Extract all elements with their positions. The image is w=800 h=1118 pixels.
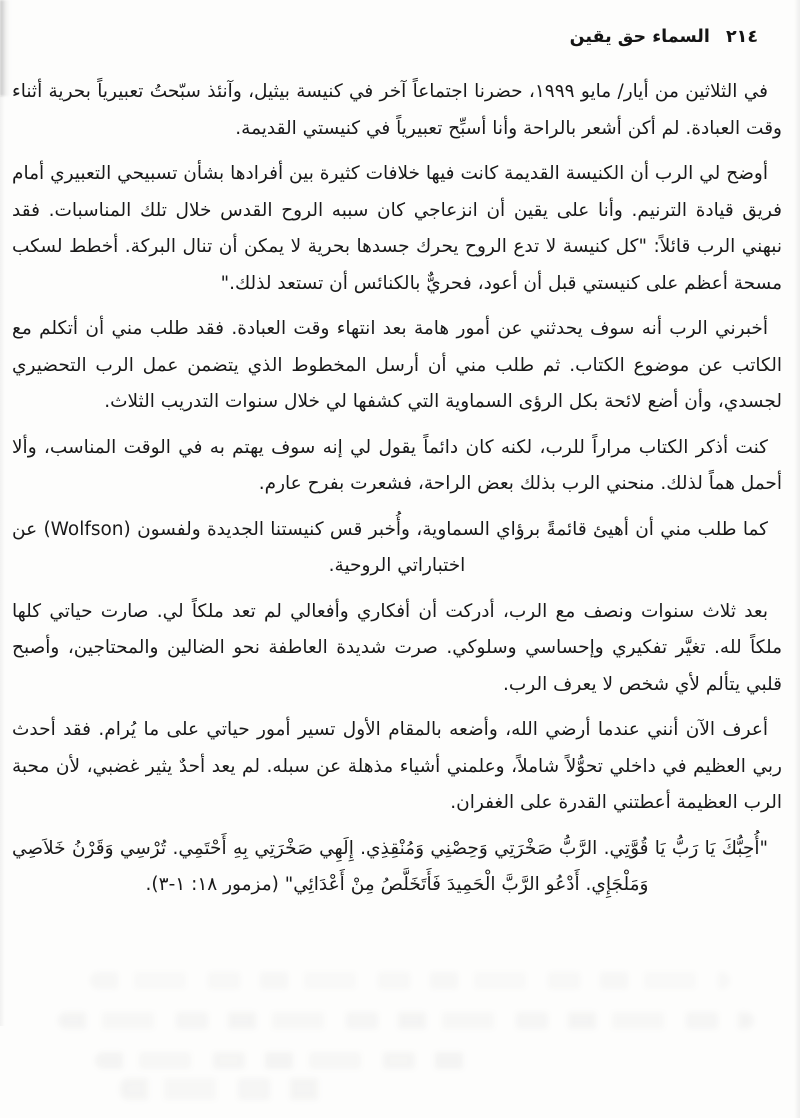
paragraph-1: في الثلاثين من أيار/ مايو ١٩٩٩، حضرنا اجتماعاً آخر في كنيسة بيثيل، وآنئذ سبّحتُ تعبيرياً بحرية أثناء وقت العبادة. لم أكن أشعر بالراحة وأنا أسبِّح تعبيرياً في كنيستي القديمة. <box>12 81 782 139</box>
bleedthrough-line-2 <box>58 1012 754 1029</box>
scan-edge-artifact-left <box>0 96 5 1026</box>
page-header <box>570 27 758 47</box>
paragraph-5-wolfson: كما طلب مني أن أهيئ قائمةً برؤاي السماوية، وأُخبر قس كنيستنا الجديدة ولفسون (Wolfson) عن اختباراتي الروحية. <box>12 518 768 576</box>
body-text <box>12 74 782 913</box>
bleedthrough-line-1 <box>90 972 730 989</box>
paragraph-7: أعرف الآن أنني عندما أرضي الله، وأضعه بالمقام الأول تسير أمور حياتي على ما يُرام. فقد أحدث ربي العظيم في داخلي تحوُّلاً شاملاً، وعلمني أشياء مذهلة عن سبله. لم يعد أحدٌ يثير غضبي، لأن محبة الرب العظيمة أعطتني القدرة على الغفران. <box>12 719 782 813</box>
bleedthrough-line-3 <box>95 1052 470 1069</box>
scan-edge-artifact-top-left <box>0 0 10 96</box>
paragraph-6: بعد ثلاث سنوات ونصف مع الرب، أدركت أن أفكاري وأفعالي لم تعد ملكاً لي. صارت حياتي كلها ملكاً لله. تغيَّر تفكيري وإحساسي وسلوكي. صرت شديدة العاطفة نحو الضالين والمحتاجين، وأصبح قلبي يتألم لأي شخص لا يعرف الرب. <box>12 600 782 695</box>
paragraph-8-psalm-quote: "أُحِبُّكَ يَا رَبُّ يَا قُوَّتِي. الرَّبُّ صَخْرَتِي وَحِصْنِي وَمُنْقِذِي. إِلَهِي صَخْرَتِي بِهِ أَحْتَمِي. تُرْسِي وَقَرْنُ خَلاَصِي وَمَلْجَإِي. أَدْعُو الرَّبَّ الْحَمِيدَ فَأَتَخَلَّصُ مِنْ أَعْدَائِي" (مزمور ١٨: ١-٣). <box>12 837 768 895</box>
bleedthrough-line-4 <box>120 1078 330 1100</box>
paragraph-2: أوضح لي الرب أن الكنيسة القديمة كانت فيها خلافات كثيرة بين أفرادها بشأن تسبيحي التعبيري أمام فريق قيادة الترنيم. وأنا على يقين أن انزعاجي كان سببه الروح القدس خلال تلك المناسبات. فقد نبهني الرب قائلاً: "كل كنيسة لا تدع الروح يحرك جسدها بحرية لا يمكن أن تنال البركة. أخطط لسكب مسحة أعظم على كنيستي قبل أن أعود، فحريٌّ بالكنائس أن تستعد لذلك." <box>12 163 782 294</box>
scan-edge-artifact-right <box>794 0 800 1118</box>
page-number: ٢١٤ <box>725 27 758 47</box>
book-title: السماء حق يقين <box>569 27 710 47</box>
paragraph-4: كنت أذكر الكتاب مراراً للرب، لكنه كان دائماً يقول لي إنه سوف يهتم به في الوقت المناسب، وألا أحمل هماً لذلك. منحني الرب بذلك بعض الراحة، فشعرت بفرح عارم. <box>12 436 782 494</box>
paragraph-3: أخبرني الرب أنه سوف يحدثني عن أمور هامة بعد انتهاء وقت العبادة. فقد طلب مني أن أتكلم مع الكاتب عن موضوع الكتاب. ثم طلب مني أن أرسل المخطوط الذي يتضمن عمل الرب التحضيري لجسدي، وأن أضع لائحة بكل الرؤى السماوية التي كشفها لي خلال سنوات التدريب الثلاث. <box>12 318 782 412</box>
